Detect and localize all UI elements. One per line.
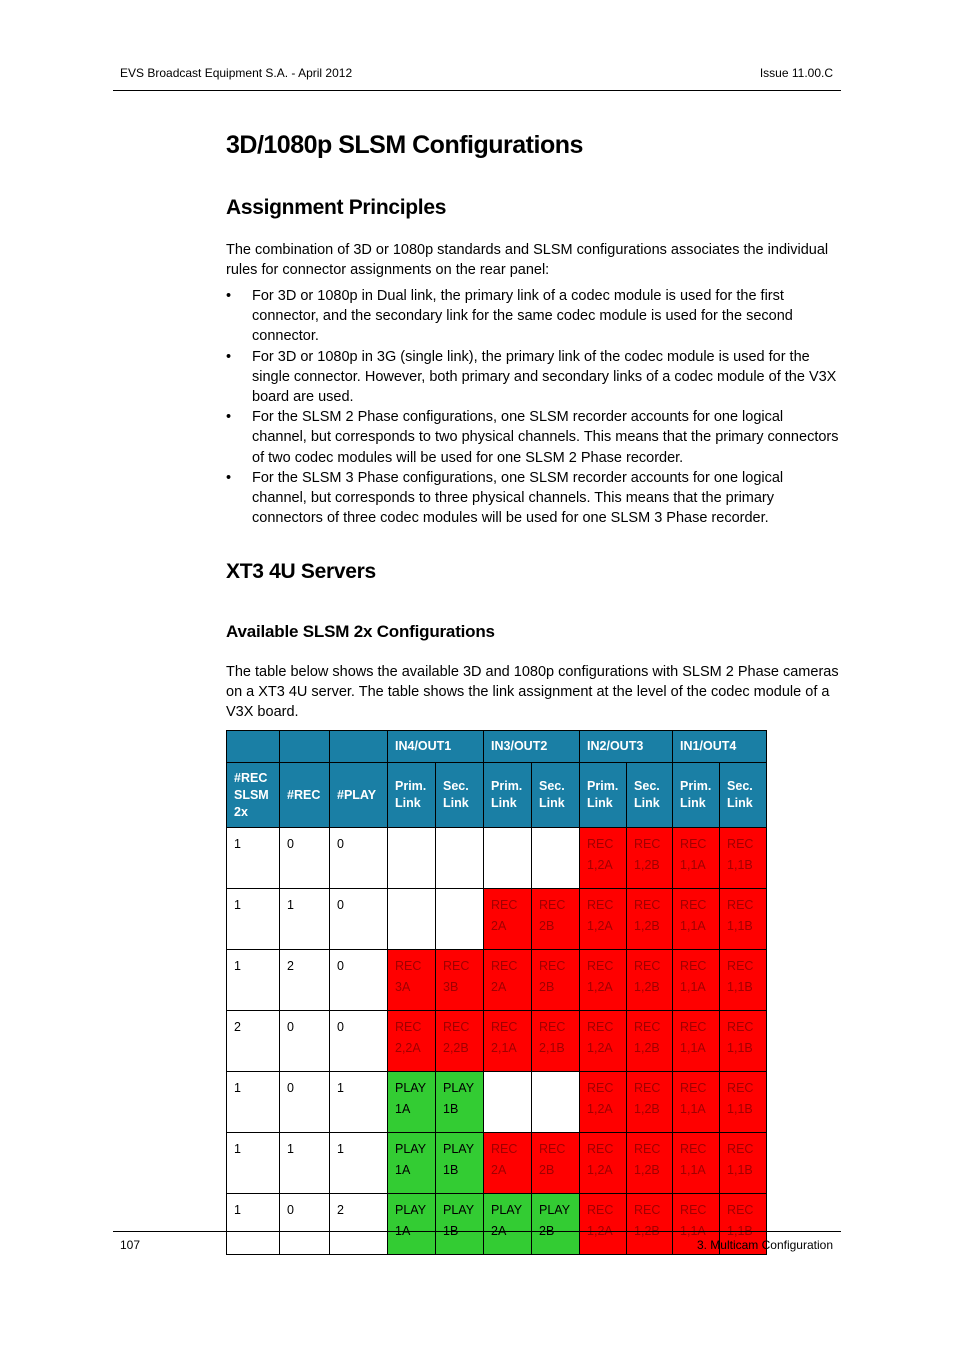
page-title: 3D/1080p SLSM Configurations	[226, 131, 583, 159]
link-cell: REC 2A	[484, 1133, 532, 1194]
link-cell: REC 1,2B	[627, 1194, 673, 1255]
header-left: EVS Broadcast Equipment S.A. - April 2012	[120, 66, 353, 80]
link-cell	[532, 828, 580, 889]
link-cell: REC 1,1A	[673, 1072, 720, 1133]
list-item-text: For 3D or 1080p in 3G (single link), the primary link of the codec module is used for the single connector. However, both primary and secondary links of a codec module of the V3X board are used.	[252, 348, 837, 406]
col-header-sec-link: Sec. Link	[627, 763, 673, 828]
count-cell: 1	[227, 950, 280, 1011]
group-header-in2-out3: IN2/OUT3	[580, 731, 673, 763]
table-row	[227, 1072, 767, 1133]
list-item-text: For the SLSM 3 Phase configurations, one SLSM recorder accounts for one logical channel, but corresponds to three physical channels. This means that the primary connectors of three codec modules will be used for one SLSM 3 Phase recorder.	[252, 469, 784, 527]
count-cell: 1	[280, 1133, 330, 1194]
table-group-header-row	[227, 731, 767, 763]
count-cell: 2	[280, 950, 330, 1011]
link-cell: REC 1,1B	[720, 889, 767, 950]
link-cell: PLAY 1A	[388, 1194, 436, 1255]
link-cell: REC 1,1A	[673, 950, 720, 1011]
table-row	[227, 889, 767, 950]
link-cell: PLAY 2B	[532, 1194, 580, 1255]
link-cell	[484, 1072, 532, 1133]
bullet-icon: •	[226, 409, 232, 426]
link-cell: REC 1,1B	[720, 828, 767, 889]
footer-section: 3. Multicam Configuration	[696, 1238, 833, 1252]
link-cell: REC 3A	[388, 950, 436, 1011]
link-cell: REC 1,1A	[673, 889, 720, 950]
count-cell: 0	[330, 889, 388, 950]
xt3-heading: XT3 4U Servers	[226, 560, 376, 583]
link-cell: PLAY 2A	[484, 1194, 532, 1255]
link-cell: REC 2,2B	[436, 1011, 484, 1072]
link-cell: REC 1,1B	[720, 1072, 767, 1133]
link-cell: REC 1,2A	[580, 1194, 627, 1255]
link-cell	[484, 828, 532, 889]
link-cell: REC 1,2B	[627, 828, 673, 889]
link-cell: REC 1,1A	[673, 828, 720, 889]
link-cell: REC 1,1A	[673, 1194, 720, 1255]
header-blank	[227, 731, 280, 763]
table-row	[227, 1011, 767, 1072]
link-cell: PLAY 1B	[436, 1072, 484, 1133]
header-rule	[113, 90, 841, 91]
table-body	[227, 828, 767, 1255]
count-cell: 1	[227, 828, 280, 889]
link-cell: REC 1,2A	[580, 1011, 627, 1072]
link-cell: REC 1,2B	[627, 889, 673, 950]
link-cell	[436, 828, 484, 889]
count-cell: 2	[227, 1011, 280, 1072]
page-number: 107	[120, 1238, 141, 1252]
table-row	[227, 950, 767, 1011]
link-cell: REC 1,2A	[580, 889, 627, 950]
link-cell: REC 1,1A	[673, 1133, 720, 1194]
group-header-in3-out2: IN3/OUT2	[484, 731, 580, 763]
count-cell: 0	[280, 828, 330, 889]
header-blank	[280, 731, 330, 763]
count-cell: 0	[280, 1011, 330, 1072]
link-cell: REC 1,1B	[720, 1011, 767, 1072]
table-row	[227, 1194, 767, 1255]
assignment-intro: The combination of 3D or 1080p standards and SLSM configurations associates the individual rules for connector assignments on the rear panel:	[226, 242, 829, 279]
count-cell: 0	[280, 1194, 330, 1255]
list-item-text: For 3D or 1080p in Dual link, the primary link of a codec module is used for the first connector, and the secondary link for the same codec module is used for the second connector.	[252, 288, 793, 345]
link-cell: REC 1,1B	[720, 1133, 767, 1194]
link-cell	[436, 889, 484, 950]
list-item	[226, 407, 840, 468]
link-cell	[388, 828, 436, 889]
list-item	[226, 347, 840, 408]
count-cell: 1	[330, 1133, 388, 1194]
link-cell: PLAY 1B	[436, 1194, 484, 1255]
bullet-icon: •	[226, 469, 232, 486]
link-cell: REC 1,2B	[627, 1072, 673, 1133]
xt3-intro: The table below shows the available 3D and 1080p configurations with SLSM 2 Phase cameras on a XT3 4U server. The table shows the link assignment at the level of the codec module of a V3X board.	[226, 664, 839, 721]
list-item-text: For the SLSM 2 Phase configurations, one SLSM recorder accounts for one logical channel, but corresponds to two physical channels. This means that the primary connectors of two codec modules will be used for one SLSM 2 Phase recorder.	[252, 409, 839, 466]
count-cell: 0	[280, 1072, 330, 1133]
link-cell: REC 1,2B	[627, 1133, 673, 1194]
link-cell: REC 1,2B	[627, 950, 673, 1011]
col-header-prim-link: Prim. Link	[580, 763, 627, 828]
link-cell: REC 2,1A	[484, 1011, 532, 1072]
footer-rule	[113, 1231, 841, 1232]
link-cell	[532, 1072, 580, 1133]
table-row	[227, 828, 767, 889]
col-header-prim-link: Prim. Link	[388, 763, 436, 828]
link-cell: PLAY 1A	[388, 1133, 436, 1194]
link-cell: REC 2A	[484, 889, 532, 950]
assignment-heading: Assignment Principles	[226, 196, 447, 219]
bullet-icon: •	[226, 288, 232, 304]
list-item	[226, 468, 840, 529]
link-cell: REC 2B	[532, 1133, 580, 1194]
link-cell: REC 2,1B	[532, 1011, 580, 1072]
link-cell: REC 3B	[436, 950, 484, 1011]
col-header-prim-link: Prim. Link	[484, 763, 532, 828]
count-cell: 1	[280, 889, 330, 950]
list-item	[226, 286, 840, 347]
count-cell: 0	[330, 950, 388, 1011]
link-cell: REC 1,1B	[720, 950, 767, 1011]
slsm-config-table	[226, 730, 767, 1255]
count-cell: 0	[330, 828, 388, 889]
count-cell: 1	[227, 1194, 280, 1255]
link-cell: REC 1,2A	[580, 1072, 627, 1133]
link-cell	[388, 889, 436, 950]
count-cell: 0	[330, 1011, 388, 1072]
count-cell: 1	[227, 889, 280, 950]
col-header-sec-link: Sec. Link	[532, 763, 580, 828]
link-cell: REC 1,1A	[673, 1011, 720, 1072]
group-header-in1-out4: IN1/OUT4	[673, 731, 767, 763]
col-header-rec-slsm: #REC SLSM 2x	[227, 763, 280, 828]
header-blank	[330, 731, 388, 763]
table-row	[227, 1133, 767, 1194]
count-cell: 1	[227, 1072, 280, 1133]
col-header-rec: #REC	[280, 763, 330, 828]
col-header-sec-link: Sec. Link	[436, 763, 484, 828]
col-header-play: #PLAY	[330, 763, 388, 828]
col-header-prim-link: Prim. Link	[673, 763, 720, 828]
count-cell: 1	[330, 1072, 388, 1133]
group-header-in4-out1: IN4/OUT1	[388, 731, 484, 763]
slsm2x-subheading: Available SLSM 2x Configurations	[226, 622, 495, 641]
header-issue: Issue 11.00.C	[759, 66, 833, 80]
link-cell: REC 2,2A	[388, 1011, 436, 1072]
link-cell: REC 2B	[532, 950, 580, 1011]
link-cell: REC 1,2A	[580, 828, 627, 889]
link-cell: PLAY 1A	[388, 1072, 436, 1133]
link-cell: REC 1,1B	[720, 1194, 767, 1255]
link-cell: REC 2B	[532, 889, 580, 950]
link-cell: PLAY 1B	[436, 1133, 484, 1194]
link-cell: REC 1,2A	[580, 950, 627, 1011]
link-cell: REC 1,2A	[580, 1133, 627, 1194]
link-cell: REC 1,2B	[627, 1011, 673, 1072]
bullet-icon: •	[226, 348, 232, 365]
col-header-sec-link: Sec. Link	[720, 763, 767, 828]
link-cell: REC 2A	[484, 950, 532, 1011]
table-column-header-row	[227, 763, 767, 828]
count-cell: 1	[227, 1133, 280, 1194]
assignment-bullet-list	[226, 286, 840, 528]
count-cell: 2	[330, 1194, 388, 1255]
